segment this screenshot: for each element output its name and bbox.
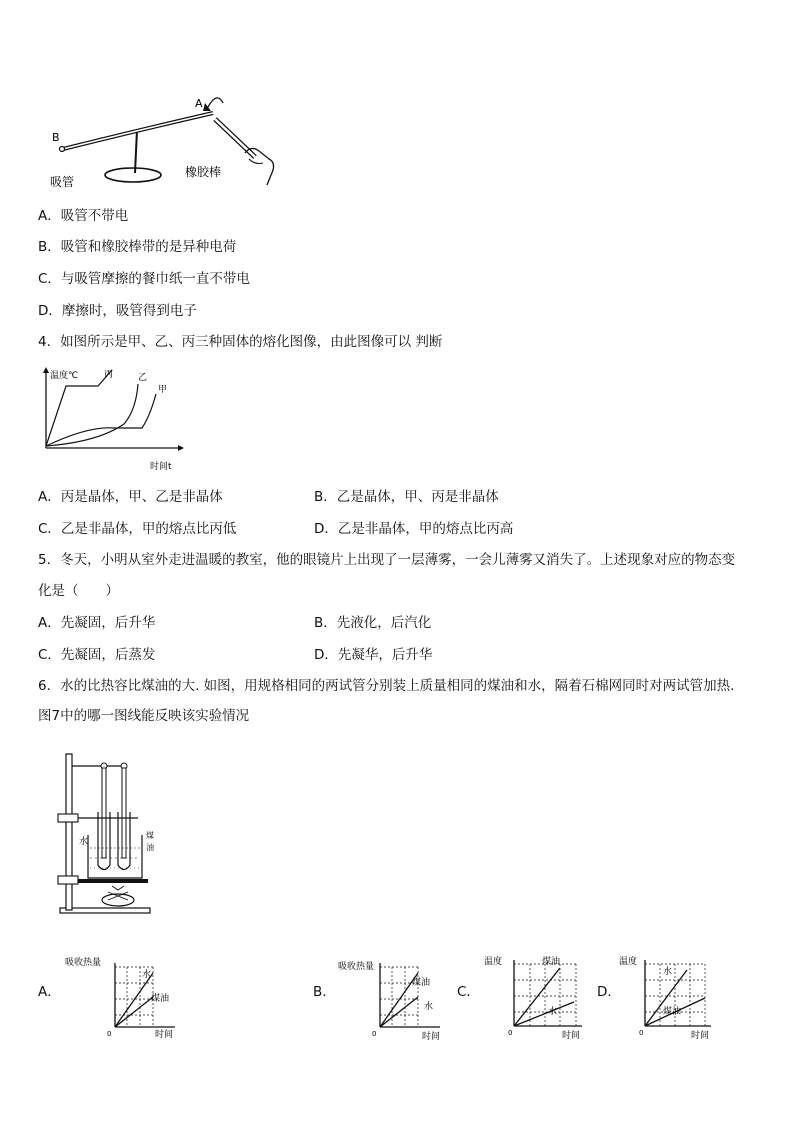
q3-option-c[interactable]: C．与吸管摩擦的餐巾纸一直不带电: [38, 271, 250, 287]
q4-option-a[interactable]: A．丙是晶体，甲、乙是非晶体: [38, 489, 223, 505]
q3-option-b[interactable]: B．吸管和橡胶棒带的是异种电荷: [38, 239, 237, 255]
q6-graph-c-line2: 水: [548, 1007, 558, 1017]
apparatus-oil-label-1: 煤: [146, 831, 154, 840]
q6-graph-a-origin: 0: [107, 1030, 112, 1038]
q5-stem-line2: 化是（ ）: [38, 583, 119, 599]
label-b: B: [52, 131, 60, 144]
apparatus-water-label: 水: [79, 837, 89, 847]
q6-graph-b-xlabel: 时间: [422, 1032, 441, 1040]
q6-graph-d-line1: 水: [663, 967, 673, 977]
q6-graph-c-xlabel: 时间: [562, 1031, 581, 1040]
q3-option-d[interactable]: D．摩擦时，吸管得到电子: [38, 303, 197, 319]
q6-graph-a-line2: 煤油: [151, 994, 170, 1004]
q6-graph-b-line2: 水: [424, 1002, 434, 1012]
apparatus-oil-label-2: 油: [146, 843, 154, 852]
q6-graph-b-line1: 煤油: [412, 978, 431, 988]
heating-apparatus-figure: [52, 750, 162, 920]
q4-curve-yi: 乙: [138, 373, 148, 383]
q6-graph-a-xlabel: 时间: [155, 1030, 174, 1040]
q5-option-c[interactable]: C．先凝固，后蒸发: [38, 647, 156, 663]
q6-graph-d-line2: 煤油: [663, 1007, 682, 1017]
q6-graph-d-origin: 0: [639, 1029, 644, 1037]
q6-graph-a-line1: 水: [142, 970, 152, 980]
q6-graph-c-line1: 煤油: [542, 957, 561, 967]
q6-graph-b-origin: 0: [372, 1030, 377, 1038]
q5-stem-line1: 5．冬天，小明从室外走进温暖的教室，他的眼镜片上出现了一层薄雾，一会儿薄雾又消失了。上述现象对应的物态变: [38, 552, 736, 568]
melting-curves-figure: [38, 366, 188, 476]
q6-graph-d-ylabel: 温度: [619, 957, 638, 967]
q6-graph-b[interactable]: [330, 955, 455, 1040]
q6-graph-c-ylabel: 温度: [484, 957, 503, 967]
q4-option-d[interactable]: D．乙是非晶体，甲的熔点比丙高: [314, 521, 514, 537]
q5-option-b[interactable]: B．先液化，后汽化: [314, 615, 432, 631]
q4-option-b[interactable]: B．乙是晶体，甲、丙是非晶体: [314, 489, 499, 505]
q6-graph-b-ylabel: 吸收热量: [338, 962, 375, 972]
q6-graph-a-ylabel: 吸收热量: [65, 958, 102, 968]
q5-option-a[interactable]: A．先凝固，后升华: [38, 615, 156, 631]
q5-option-d[interactable]: D．先凝华，后升华: [314, 647, 433, 663]
q6-graph-d[interactable]: [615, 950, 727, 1040]
q6-graph-c-origin: 0: [508, 1029, 513, 1037]
q6-option-b-label[interactable]: B．: [313, 984, 336, 1000]
q6-option-a-label[interactable]: A．: [38, 984, 61, 1000]
q6-graph-a[interactable]: [55, 955, 180, 1040]
q6-stem-line1: 6．水的比热容比煤油的大. 如图，用规格相同的两试管分别装上质量相同的煤油和水，隔着石棉网同时对两试管加热.: [38, 678, 735, 694]
q6-graph-d-xlabel: 时间: [691, 1031, 710, 1040]
label-a: A: [195, 97, 203, 110]
q4-option-c[interactable]: C．乙是非晶体，甲的熔点比丙低: [38, 521, 237, 537]
q4-stem: 4．如图所示是甲、乙、丙三种固体的熔化图像，由此图像可以 判断: [38, 334, 443, 350]
q4-ylabel: 温度℃: [50, 371, 79, 381]
q4-curve-jia: 甲: [158, 385, 168, 395]
q6-option-d-label[interactable]: D．: [597, 984, 621, 1000]
label-rubber-rod: 橡胶棒: [185, 165, 222, 179]
q6-option-c-label[interactable]: C．: [457, 984, 480, 1000]
straw-rod-figure: [45, 85, 285, 195]
label-straw: 吸管: [50, 175, 75, 189]
q4-xlabel: 时间t: [150, 462, 172, 472]
q6-graph-c[interactable]: [478, 950, 590, 1040]
q4-curve-bing: 丙: [104, 370, 114, 380]
q3-option-a[interactable]: A．吸管不带电: [38, 208, 129, 224]
q6-stem-line2: 图7中的哪一图线能反映该实验情况: [38, 708, 250, 724]
